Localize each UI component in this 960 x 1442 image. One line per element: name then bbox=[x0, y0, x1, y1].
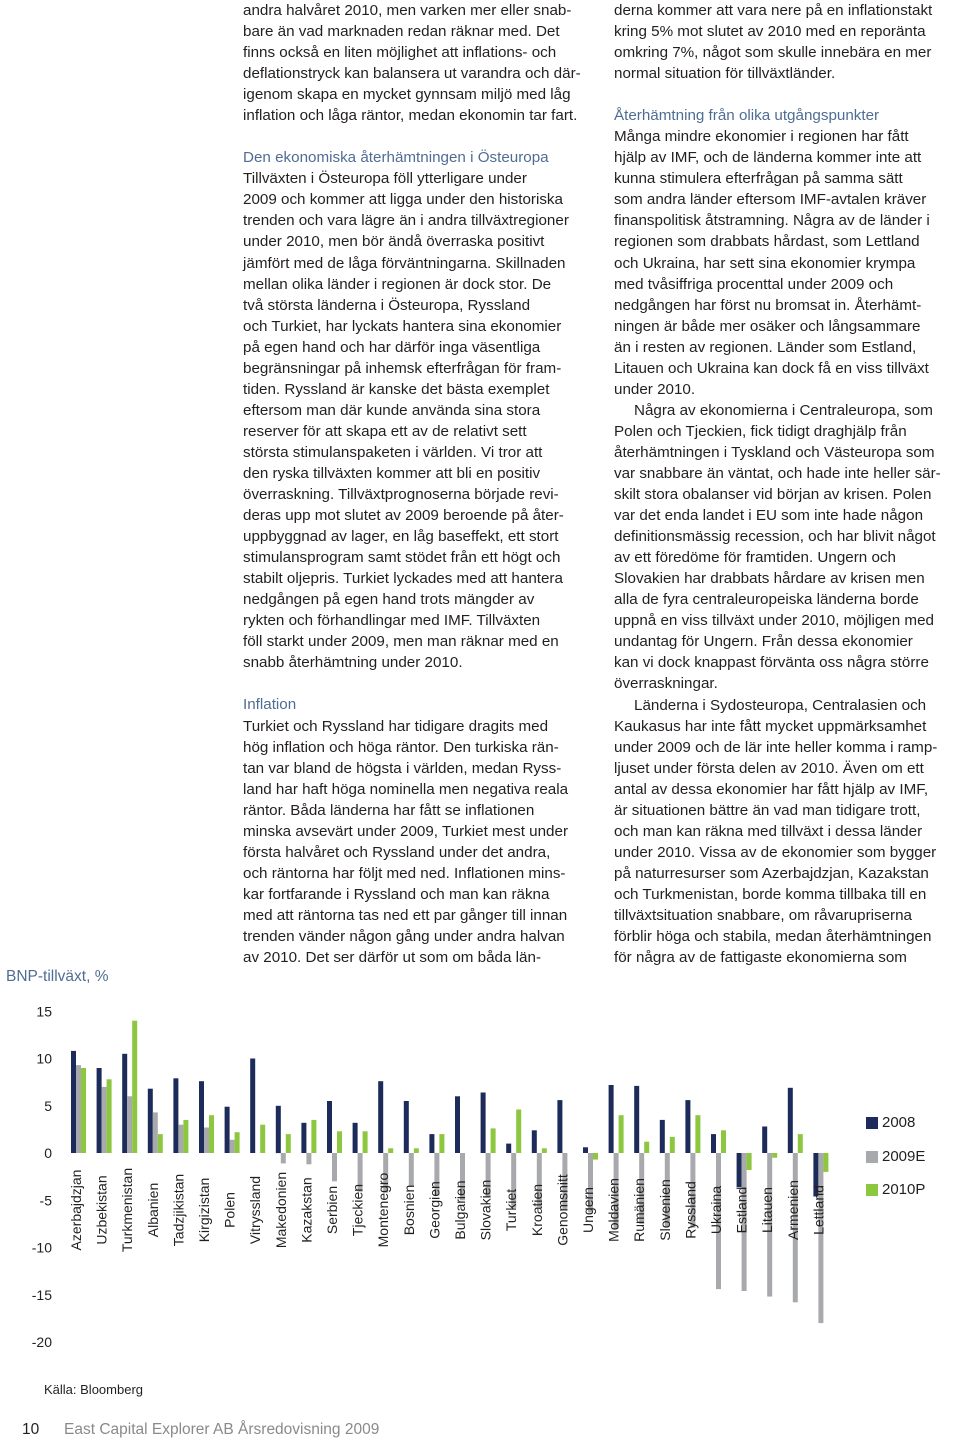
bar-2010p bbox=[619, 1115, 624, 1153]
x-category-label: Makedonien bbox=[272, 1171, 289, 1249]
bar-2010p bbox=[593, 1153, 598, 1160]
x-category-label: Armenien bbox=[784, 1180, 801, 1240]
y-tick-label: -10 bbox=[31, 1239, 52, 1256]
x-category-label: Slovenien bbox=[656, 1179, 673, 1241]
x-category-label: Litauen bbox=[759, 1187, 776, 1233]
x-category-label: Kirgizistan bbox=[196, 1177, 212, 1243]
chart-title: BNP-tillväxt, % bbox=[6, 968, 109, 985]
bar-2009e bbox=[127, 1096, 132, 1153]
bar-2008 bbox=[301, 1123, 306, 1153]
bar-2010p bbox=[132, 1021, 137, 1153]
bar-2008 bbox=[71, 1051, 76, 1153]
bar-2010p bbox=[747, 1153, 752, 1170]
x-category-label: Estland bbox=[733, 1186, 750, 1234]
bar-2010p bbox=[286, 1134, 291, 1153]
body-paragraph: Några av ekonomierna i Centraleuropa, som Polen och Tjeckien, fick tidigt draghjälp från återhämtningen i Tyskland och Västeuropa som var snabbare än väntat, och hade inte heller sär- skilt stora obalanser vid början av krisen. Polen var det enda landet i EU som inte hade någon definitionsmässig recession, och har blivit något av ett föredöme för framtiden. Ungern och Slovakien har drabbats hårdare av krisen men alla de fyra centraleuropeiska länderna borde uppnå en viss tillväxt under 2010, möjligen med undantag för Ungern. Från dessa ekonomier kan vi dock knappast förvänta oss några större överraskningar. bbox=[614, 401, 941, 693]
paragraph-spacer bbox=[243, 126, 595, 147]
bar-2008 bbox=[634, 1086, 639, 1153]
bar-2008 bbox=[455, 1096, 460, 1153]
bar-2008 bbox=[353, 1123, 358, 1153]
x-category-label: Ryssland bbox=[682, 1181, 699, 1239]
bar-2008 bbox=[481, 1093, 486, 1154]
article-column-right bbox=[614, 0, 958, 968]
legend-swatch bbox=[866, 1117, 878, 1129]
bar-2010p bbox=[107, 1079, 112, 1153]
bar-2010p bbox=[516, 1110, 521, 1154]
x-category-label: Bosnien bbox=[400, 1184, 417, 1236]
bar-2008 bbox=[609, 1085, 614, 1153]
bar-2010p bbox=[695, 1115, 700, 1153]
body-paragraph: Turkiet och Ryssland har tidigare dragits med hög inflation och höga räntor. Den turkiska rän- tan var bland de högsta i världen, medan Ryss- land har haft höga nominella men negativa reala räntor. Båda länderna har fått se inflationen minska avsevärt under 2009, Turkiet mest under första halvåret och Ryssland under det andra, och räntorna har följt med ned. Inflationen mins- kar fortfarande i Ryssland och man kan räkna med att räntorna tas ned ett par gånger till innan trenden vänder någon gång under andra halvan av 2010. Det ser därför ut som om båda län- bbox=[243, 717, 569, 967]
section-heading: Inflation bbox=[243, 696, 297, 714]
body-paragraph: Många mindre ekonomier i regionen har fått hjälp av IMF, och de länderna kommer inte att kunna stimulera efterfrågan på samma sätt som andra länder eftersom IMF-avtalen kräver finanspolitisk åtstramning. Några av de länder i regionen som drabbats hårdast, som Lettland och Ukraina, har sett sina ekonomier krympa med tvåsiffriga procenttal under 2009 och nedgången har först nu bromsat in. Återhämt- ningen är både mer osäker och långsammare än i resten av regionen. Länder som Estland, Litauen och Ukraina kan dock få en viss tillväxt under 2010. bbox=[614, 128, 930, 398]
legend-label: 2009E bbox=[882, 1148, 926, 1165]
bar-2008 bbox=[711, 1134, 716, 1153]
bar-2009e bbox=[204, 1128, 209, 1154]
bar-2010p bbox=[209, 1115, 214, 1153]
body-paragraph: andra halvåret 2010, men varken mer eller snab- bare än vad marknaden redan räknar med. Det finns också en liten möjlighet att inflations- och deflationstryck kan balansera ut varandra och där- igenom skapa en mycket gynnsam miljö med låg inflation och låga räntor, medan ekonomin tar fart. bbox=[243, 2, 581, 125]
bar-2008 bbox=[404, 1101, 409, 1153]
y-tick-label: -20 bbox=[31, 1334, 52, 1350]
bar-2010p bbox=[823, 1153, 828, 1172]
bar-2010p bbox=[388, 1148, 393, 1153]
x-category-label: Tadzjikistan bbox=[170, 1173, 187, 1247]
bar-2008 bbox=[199, 1081, 204, 1153]
bar-2008 bbox=[737, 1153, 742, 1187]
x-category-label: Azerbajdzjan bbox=[68, 1169, 84, 1251]
x-category-label: Turkiet bbox=[503, 1188, 520, 1232]
bar-2008 bbox=[506, 1144, 511, 1153]
legend-swatch bbox=[866, 1151, 878, 1163]
bar-2010p bbox=[235, 1132, 240, 1153]
bar-2009e bbox=[409, 1153, 414, 1186]
x-category-label: Serbien bbox=[324, 1185, 340, 1235]
bar-2008 bbox=[97, 1068, 102, 1153]
x-category-label: Kazakstan bbox=[298, 1177, 315, 1243]
footer-publication: East Capital Explorer AB Årsredovisning 2009 bbox=[64, 1421, 380, 1438]
x-category-label: Ukraina bbox=[708, 1185, 724, 1235]
y-tick-label: 0 bbox=[44, 1145, 52, 1161]
bar-2010p bbox=[414, 1148, 419, 1153]
bar-2009e bbox=[230, 1140, 235, 1153]
bar-2008 bbox=[148, 1089, 153, 1153]
bar-2010p bbox=[81, 1068, 86, 1153]
bar-2008 bbox=[557, 1100, 562, 1153]
bar-2009e bbox=[153, 1112, 158, 1153]
bar-2009e bbox=[102, 1087, 107, 1153]
bar-2008 bbox=[173, 1078, 178, 1153]
x-category-label: Genomsnitt bbox=[554, 1174, 571, 1246]
legend-label: 2008 bbox=[882, 1114, 916, 1131]
bar-2010p bbox=[772, 1153, 777, 1158]
x-category-label: Bulgarien bbox=[452, 1180, 468, 1240]
bar-2009e bbox=[76, 1065, 81, 1153]
bar-2009e bbox=[281, 1153, 286, 1163]
x-category-label: Lettland bbox=[810, 1185, 827, 1235]
y-tick-label: -5 bbox=[39, 1192, 52, 1209]
bar-2010p bbox=[363, 1131, 368, 1153]
legend-item-2010p bbox=[866, 1182, 956, 1200]
gdp-growth-chart bbox=[0, 960, 960, 1400]
bar-2009e bbox=[818, 1153, 823, 1323]
section-heading: Den ekonomiska återhämtningen i Östeuropa bbox=[243, 149, 549, 167]
bar-2008 bbox=[660, 1120, 665, 1153]
bar-2008 bbox=[762, 1127, 767, 1154]
article-column-middle bbox=[243, 0, 595, 968]
y-tick-label: 5 bbox=[44, 1097, 52, 1114]
x-category-label: Moldavien bbox=[605, 1178, 622, 1242]
x-category-label: Turkmenistan bbox=[119, 1167, 136, 1253]
paragraph-spacer bbox=[243, 673, 595, 694]
bar-2008 bbox=[685, 1100, 690, 1153]
bar-2010p bbox=[644, 1142, 649, 1153]
legend-item-2008 bbox=[866, 1115, 956, 1133]
y-tick-label: 10 bbox=[36, 1050, 52, 1067]
bar-2008 bbox=[378, 1081, 383, 1153]
bar-2010p bbox=[721, 1130, 726, 1153]
bar-2010p bbox=[491, 1128, 496, 1153]
section-heading: Återhämtning från olika utgångspunkter bbox=[614, 107, 880, 125]
y-tick-label: -15 bbox=[31, 1286, 52, 1303]
bar-2010p bbox=[158, 1134, 163, 1153]
x-category-label: Albanien bbox=[144, 1182, 161, 1238]
chart-source: Källa: Bloomberg bbox=[44, 1382, 143, 1397]
bar-2008 bbox=[583, 1147, 588, 1153]
bar-2010p bbox=[311, 1120, 316, 1153]
bar-2008 bbox=[122, 1054, 127, 1153]
bar-2010p bbox=[260, 1125, 265, 1153]
bar-2009e bbox=[306, 1153, 311, 1164]
bar-2008 bbox=[327, 1101, 332, 1153]
bar-2010p bbox=[439, 1134, 444, 1153]
bar-2008 bbox=[225, 1107, 230, 1153]
y-tick-label: 15 bbox=[36, 1003, 52, 1020]
x-category-label: Tjeckien bbox=[349, 1183, 366, 1237]
x-category-label: Vitryssland bbox=[247, 1175, 264, 1245]
legend-swatch bbox=[866, 1184, 878, 1196]
bar-2008 bbox=[532, 1130, 537, 1153]
x-category-label: Rumänien bbox=[631, 1178, 648, 1242]
paragraph-spacer bbox=[614, 84, 958, 105]
x-category-label: Georgien bbox=[426, 1181, 443, 1239]
bar-2009e bbox=[332, 1153, 337, 1181]
page-number: 10 bbox=[22, 1421, 40, 1438]
x-category-label: Montenegro bbox=[375, 1172, 392, 1248]
bar-2010p bbox=[337, 1131, 342, 1153]
bar-2008 bbox=[788, 1088, 793, 1153]
x-category-label: Uzbekistan bbox=[93, 1175, 110, 1245]
x-category-label: Slovakien bbox=[477, 1179, 494, 1241]
legend-item-2009e bbox=[866, 1149, 956, 1167]
bar-2010p bbox=[670, 1137, 675, 1153]
body-paragraph: Tillväxten i Östeuropa föll ytterligare under 2009 och kommer att ligga under den historiska trenden och vara lägre än i andra tillväxtregioner under 2010, men bör ändå överraska positivt jämfört med de låga förväntningarna. Skillnaden mellan olika länder i regionen är dock stor. De två största länderna i Östeuropa, Ryssland och Turkiet, har lyckats hantera sina ekonomier på egen hand och har därför inga väsentliga begränsningar på inhemsk efterfrågan för fram- tiden. Ryssland är kanske det bästa exemplet eftersom man där kunde använda sina stora reserver för att skapa ett av de relativt sett största stimulanspaketen i världen. Vi tror att den ryska tillväxten kommer att bli en positiv överraskning. Tillväxtprognoserna började revi- deras upp mot slutet av 2009 beroende på åter- uppbyggnad av lager, en låg baseffekt, ett stort stimulansprogram samt stödet från ett högt och stabilt oljepris. Turkiet lyckades med att hantera nedgången på egen hand trots mängder av rykten och förhandlingar med IMF. Tillväxten föll starkt under 2009, men man räknar med en snabb återhämtning under 2010. bbox=[243, 170, 569, 672]
x-category-label: Kroatien bbox=[528, 1183, 545, 1237]
body-paragraph: derna kommer att vara nere på en inflationstakt kring 5% mot slutet av 2010 med en reporänta omkring 7%, något som skulle innebära en mer normal situation för tillväxtländer. bbox=[614, 2, 933, 83]
bar-2010p bbox=[183, 1120, 188, 1153]
x-category-label: Ungern bbox=[580, 1187, 596, 1233]
chart-plot bbox=[0, 960, 960, 1400]
bar-2009e bbox=[178, 1125, 183, 1153]
bar-2008 bbox=[429, 1134, 434, 1153]
bar-2010p bbox=[798, 1134, 803, 1153]
bar-2008 bbox=[276, 1106, 281, 1153]
bar-2010p bbox=[542, 1148, 547, 1153]
legend-label: 2010P bbox=[882, 1181, 926, 1198]
body-paragraph: Länderna i Sydosteuropa, Centralasien och Kaukasus har inte fått mycket uppmärksamhet under 2009 och de lär inte heller komma i ramp- ljuset under första delen av 2010. Även om ett antal av dessa ekonomier har fått hjälp av IMF, är situationen bättre än vad man tidigare trott, och man kan räkna med tillväxt i dessa länder under 2010. Vissa av de ekonomier som bygger på naturresurser som Azerbajdzjan, Kazakstan och Turkmenistan, borde komma tillbaka till en tillväxtsituation snabbare, om råvarupriserna förblir höga och stabila, medan återhämtningen för några av de fattigaste ekonomierna som bbox=[614, 696, 938, 967]
x-category-label: Polen bbox=[221, 1192, 238, 1228]
bar-2008 bbox=[250, 1059, 255, 1154]
